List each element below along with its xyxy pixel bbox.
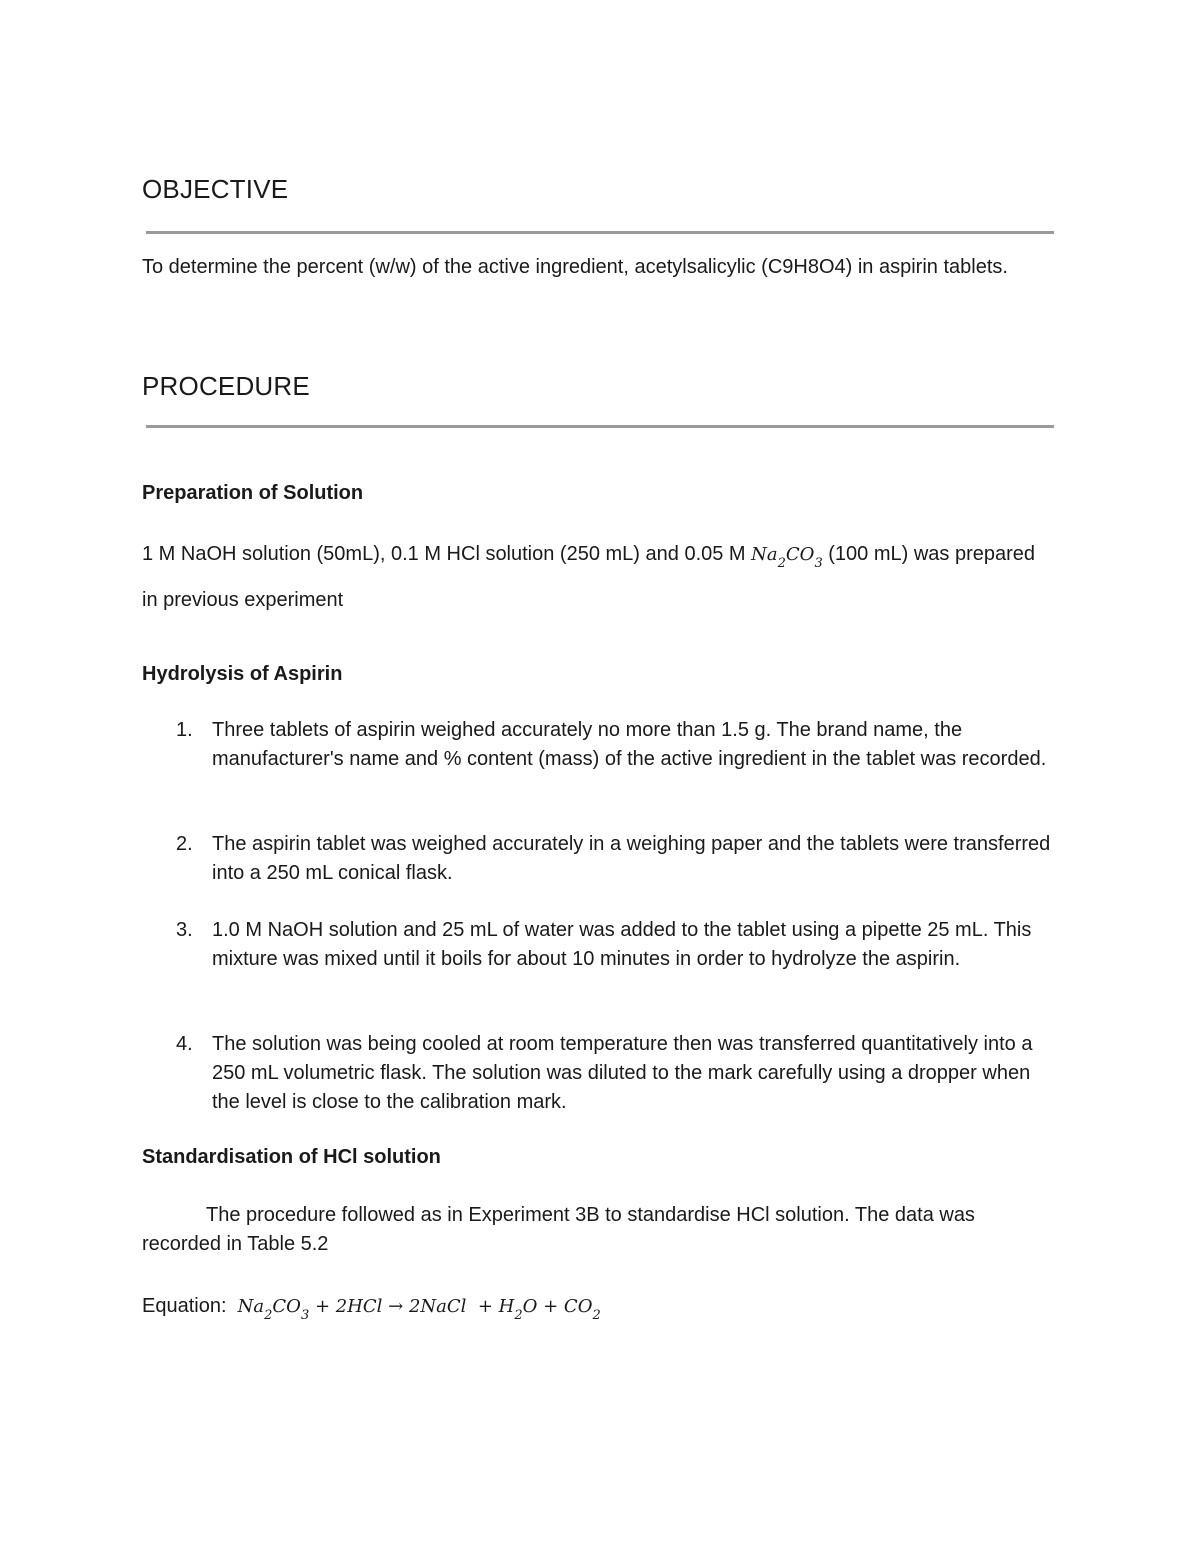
step-text: Three tablets of aspirin weighed accurately no more than 1.5 g. The brand name, the manufacturer's name and % content (mass) of the active ingredient in the tablet was recorded.	[212, 719, 1047, 770]
equation-subscript: 2	[264, 1307, 273, 1323]
equation-part: + 2HCl → 2NaCl + H	[309, 1296, 515, 1317]
objective-heading: OBJECTIVE	[142, 174, 289, 204]
equation-line	[142, 1287, 1052, 1333]
preparation-subheading: Preparation of Solution	[142, 482, 364, 504]
formula-part: CO	[785, 544, 815, 565]
step-number: 4.	[176, 1033, 193, 1055]
equation-part: CO	[272, 1296, 301, 1317]
formula-part: Na	[751, 544, 778, 565]
step-number: 1.	[176, 719, 193, 741]
standardisation-text	[142, 1201, 1052, 1259]
equation-part: Na	[237, 1296, 265, 1317]
equation-subscript: 3	[300, 1307, 310, 1323]
formula-subscript: 2	[777, 555, 786, 571]
equation-part: O + CO	[522, 1296, 593, 1317]
equation-subscript: 2	[514, 1307, 523, 1323]
step-text: The aspirin tablet was weighed accurately in a weighing paper and the tablets were transferred into a 250 mL conical flask.	[212, 833, 1051, 884]
procedure-heading: PROCEDURE	[142, 371, 310, 401]
objective-text: To determine the percent (w/w) of the active ingredient, acetylsalicylic (C9H8O4) in aspirin tablets.	[142, 256, 1008, 278]
preparation-text-after: (100 mL) was prepared in previous experiment	[142, 543, 1036, 611]
preparation-text-before: 1 M NaOH solution (50mL), 0.1 M HCl solution (250 mL) and 0.05 M	[142, 543, 752, 565]
preparation-text	[142, 535, 1052, 619]
objective-divider	[146, 231, 1054, 234]
equation-subscript: 2	[592, 1307, 601, 1323]
step-number: 3.	[176, 919, 193, 941]
formula-subscript: 3	[814, 555, 823, 571]
step-number: 2.	[176, 833, 193, 855]
procedure-divider	[146, 425, 1054, 428]
reaction-equation	[237, 1296, 601, 1323]
standardisation-text-body: The procedure followed as in Experiment 3B to standardise HCl solution. The data was recorded in Table 5.2	[142, 1204, 975, 1255]
hydrolysis-subheading: Hydrolysis of Aspirin	[142, 663, 343, 685]
sodium-carbonate-formula	[751, 544, 823, 571]
equation-label: Equation:	[142, 1295, 227, 1317]
standardisation-subheading: Standardisation of HCl solution	[142, 1146, 441, 1168]
step-text: 1.0 M NaOH solution and 25 mL of water was added to the tablet using a pipette 25 mL. This mixture was mixed until it boils for about 10 minutes in order to hydrolyze the aspirin.	[212, 919, 1032, 970]
step-text: The solution was being cooled at room temperature then was transferred quantitatively into a 250 mL volumetric flask. The solution was diluted to the mark carefully using a dropper when the level is close to the calibration mark.	[212, 1033, 1033, 1113]
